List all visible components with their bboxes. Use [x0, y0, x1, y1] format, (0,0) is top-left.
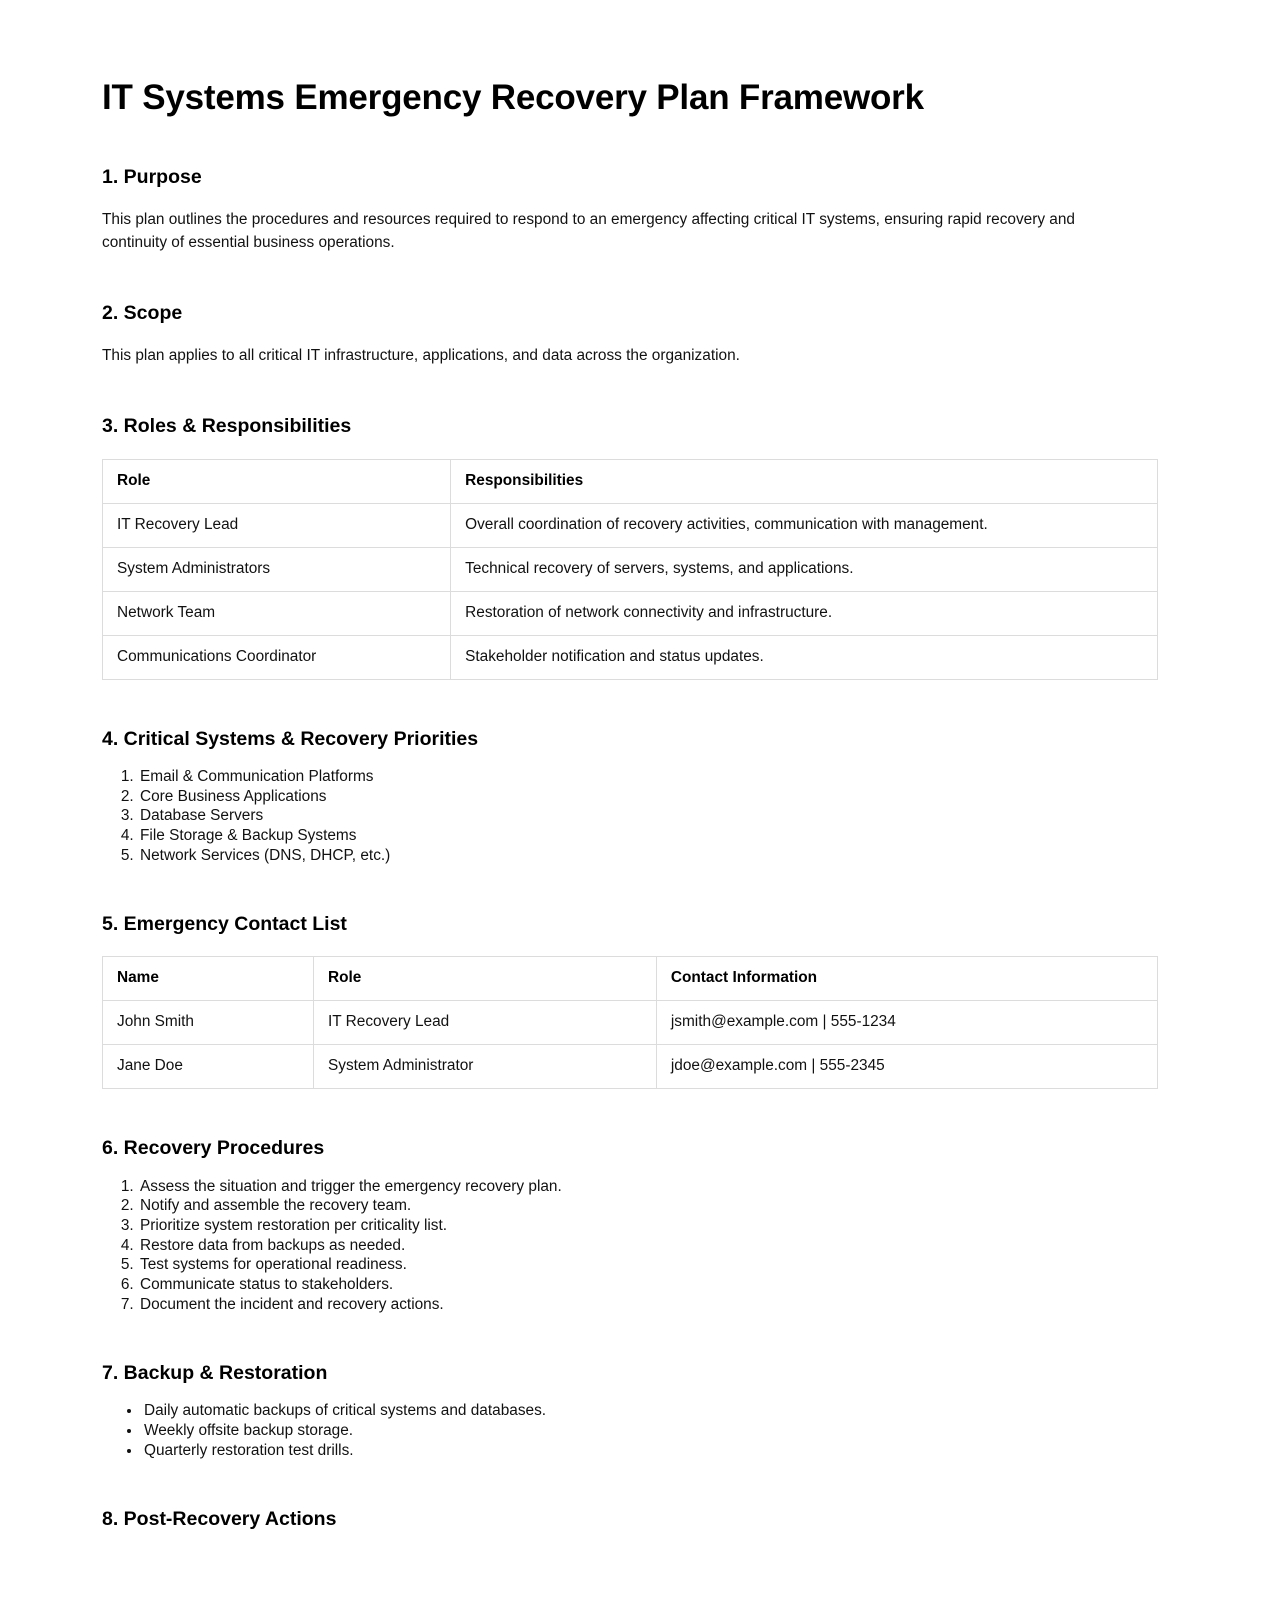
- recovery-procedures-list: [102, 1178, 1161, 1314]
- table-row: [103, 1001, 1158, 1045]
- table-row: [103, 1045, 1158, 1089]
- section-heading-roles: 3. Roles & Responsibilities: [102, 415, 352, 438]
- column-header-role: Role: [314, 957, 657, 1001]
- list-item: 4. Restore data from backups as needed.: [138, 1237, 1161, 1255]
- roles-responsibilities-table: [102, 459, 1158, 680]
- list-item: 7. Document the incident and recovery actions.: [138, 1296, 1161, 1314]
- contact-name-cell: Jane Doe: [103, 1045, 314, 1089]
- table-row: [103, 547, 1158, 591]
- list-item: 6. Communicate status to stakeholders.: [138, 1276, 1161, 1294]
- list-item: 4. File Storage & Backup Systems: [138, 827, 1161, 845]
- section-heading-critical-systems: 4. Critical Systems & Recovery Priorities: [102, 727, 479, 750]
- section-heading-post-recovery: 8. Post-Recovery Actions: [102, 1507, 337, 1530]
- role-cell: Network Team: [103, 591, 451, 635]
- scope-paragraph: This plan applies to all critical IT infrastructure, applications, and data across the organization.: [102, 346, 740, 364]
- list-item: 3. Database Servers: [138, 807, 1161, 825]
- backup-restoration-list: [102, 1402, 1161, 1460]
- section-heading-purpose: 1. Purpose: [102, 166, 202, 189]
- column-header-name: Name: [103, 957, 314, 1001]
- responsibility-cell: Restoration of network connectivity and infrastructure.: [451, 591, 1158, 635]
- list-item: 5. Network Services (DNS, DHCP, etc.): [138, 847, 1161, 865]
- emergency-contact-table: [102, 956, 1158, 1089]
- table-row: [103, 503, 1158, 547]
- column-header-role: Role: [103, 459, 451, 503]
- table-row: [103, 635, 1158, 679]
- table-row: [103, 591, 1158, 635]
- column-header-responsibilities: Responsibilities: [451, 459, 1158, 503]
- list-item: • Daily automatic backups of critical systems and databases.: [142, 1402, 1161, 1420]
- role-cell: Communications Coordinator: [103, 635, 451, 679]
- contact-name-cell: John Smith: [103, 1001, 314, 1045]
- role-cell: System Administrators: [103, 547, 451, 591]
- section-heading-contacts: 5. Emergency Contact List: [102, 912, 347, 935]
- section-heading-scope: 2. Scope: [102, 302, 183, 325]
- list-item: 3. Prioritize system restoration per criticality list.: [138, 1217, 1161, 1235]
- column-header-contact-information: Contact Information: [656, 957, 1157, 1001]
- contact-info-cell: jsmith@example.com | 555-1234: [656, 1001, 1157, 1045]
- contact-role-cell: System Administrator: [314, 1045, 657, 1089]
- responsibility-cell: Stakeholder notification and status updates.: [451, 635, 1158, 679]
- purpose-paragraph: This plan outlines the procedures and resources required to respond to an emergency affecting critical IT systems, ensuring rapid recovery and continuity of essential business operations.: [102, 210, 1075, 252]
- contact-role-cell: IT Recovery Lead: [314, 1001, 657, 1045]
- role-cell: IT Recovery Lead: [103, 503, 451, 547]
- responsibility-cell: Technical recovery of servers, systems, and applications.: [451, 547, 1158, 591]
- list-item: • Quarterly restoration test drills.: [142, 1442, 1161, 1460]
- responsibility-cell: Overall coordination of recovery activities, communication with management.: [451, 503, 1158, 547]
- table-header-row: [103, 957, 1158, 1001]
- critical-systems-list: [102, 768, 1161, 865]
- table-header-row: [103, 459, 1158, 503]
- list-item: 2. Notify and assemble the recovery team.: [138, 1197, 1161, 1215]
- list-item: 1. Email & Communication Platforms: [138, 768, 1161, 786]
- document-title: IT Systems Emergency Recovery Plan Framework: [102, 78, 924, 117]
- contact-info-cell: jdoe@example.com | 555-2345: [656, 1045, 1157, 1089]
- section-heading-procedures: 6. Recovery Procedures: [102, 1137, 325, 1160]
- list-item: • Weekly offsite backup storage.: [142, 1422, 1161, 1440]
- section-heading-backup: 7. Backup & Restoration: [102, 1361, 328, 1384]
- list-item: 1. Assess the situation and trigger the emergency recovery plan.: [138, 1178, 1161, 1196]
- list-item: 2. Core Business Applications: [138, 788, 1161, 806]
- list-item: 5. Test systems for operational readiness.: [138, 1256, 1161, 1274]
